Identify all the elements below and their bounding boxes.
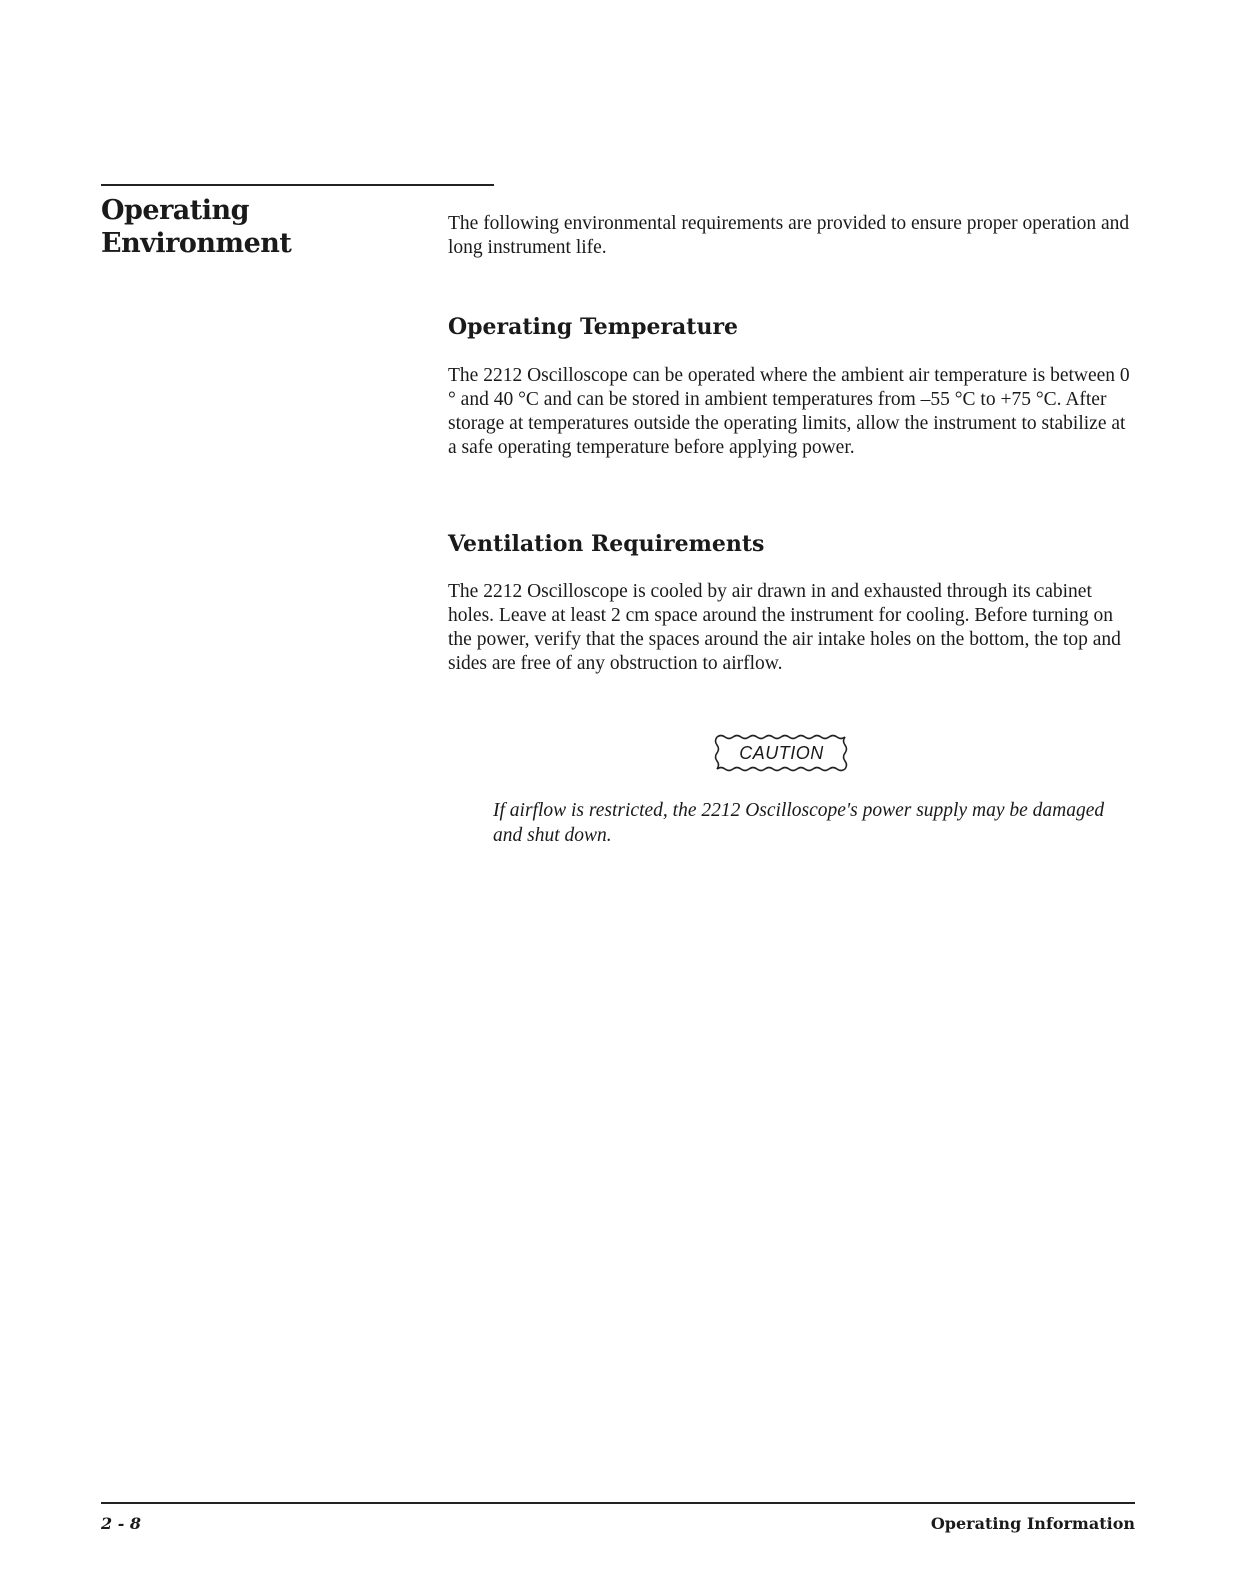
caution-badge	[713, 733, 850, 773]
section-title-line-2: Environment	[101, 228, 292, 259]
page-number: 2 - 8	[101, 1514, 142, 1533]
section-title-line-1: Operating	[101, 195, 250, 226]
temperature-paragraph: The 2212 Oscilloscope can be operated where the ambient air temperature is between 0 ° and 40 °C and can be stored in ambient temperatures from –55 °C to +75 °C. After storage at temperatures outside the operating limits, allow the instrument to stabilize at a safe operating temperature before applying power.	[448, 365, 1130, 458]
caution-text: If airflow is restricted, the 2212 Oscilloscope's power supply may be damaged and shut down.	[493, 800, 1105, 846]
intro-paragraph: The following environmental requirements are provided to ensure proper operation and long instrument life.	[448, 213, 1130, 258]
chapter-title: Operating Information	[930, 1514, 1135, 1533]
footer-rule	[101, 1502, 1135, 1504]
section-top-rule	[101, 184, 494, 186]
ventilation-paragraph: The 2212 Oscilloscope is cooled by air drawn in and exhausted through its cabinet holes. Leave at least 2 cm space around the instrument for cooling. Before turning on the power, verify that the spaces around the air intake holes on the bottom, the top and sides are free of any obstruction to airflow.	[448, 581, 1121, 674]
caution-label: CAUTION	[739, 742, 824, 763]
temperature-heading: Operating Temperature	[448, 314, 739, 340]
ventilation-heading: Ventilation Requirements	[448, 531, 765, 557]
section-title	[101, 194, 401, 260]
